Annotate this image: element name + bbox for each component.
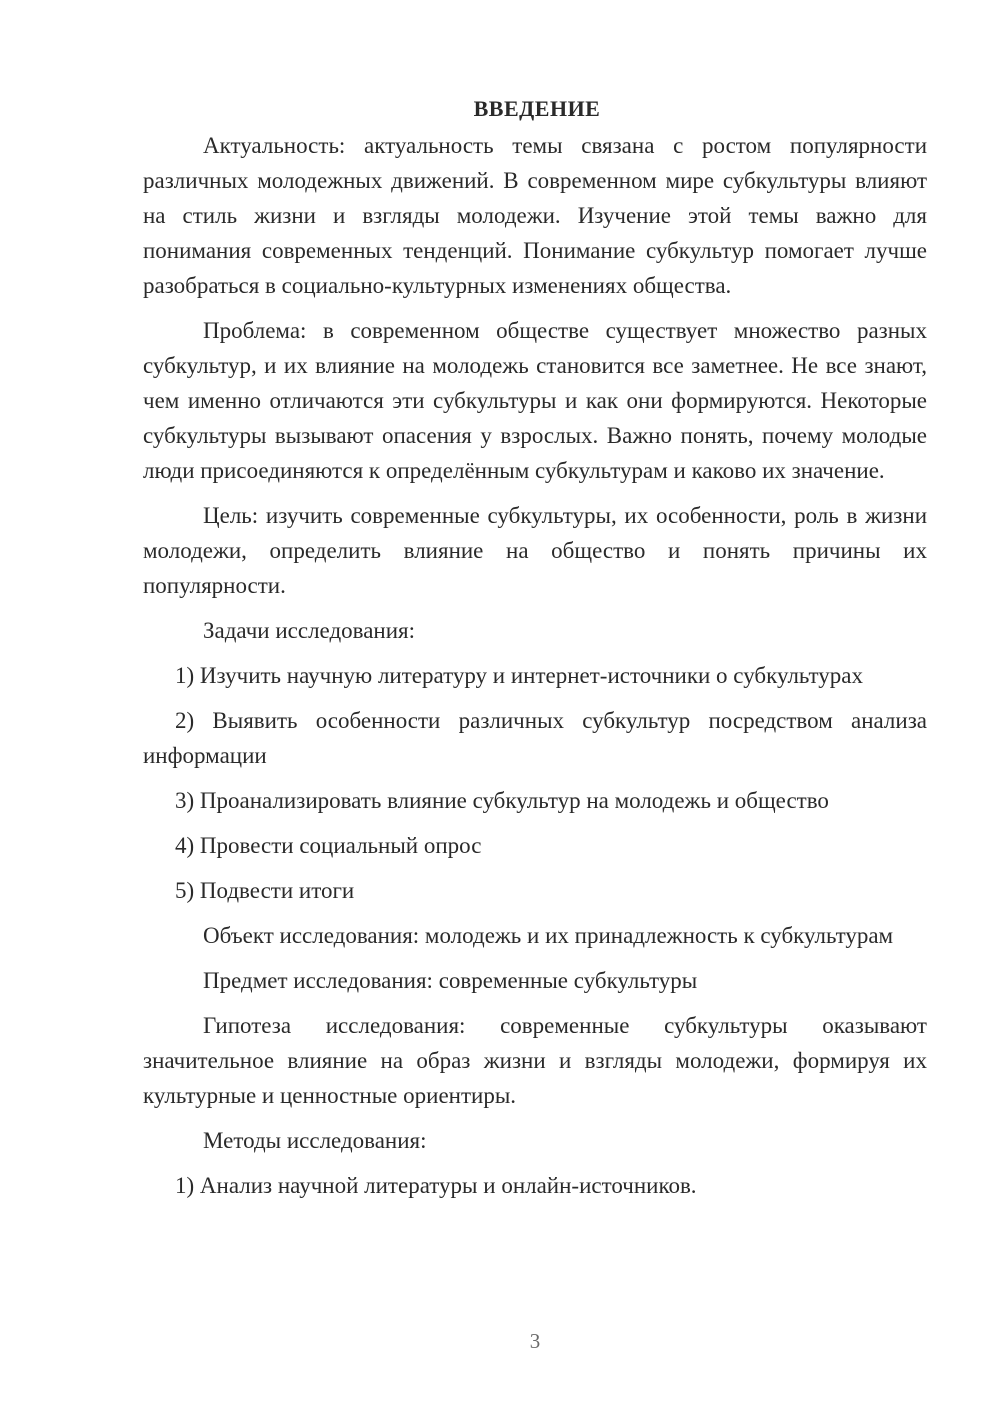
methods-heading: Методы исследования: <box>203 1128 427 1153</box>
task-item-4: 4) Провести социальный опрос <box>175 833 482 858</box>
paragraph-problem: Проблема: в современном обществе существует множество разных субкультур, и их влияние на молодежь становится все заметнее. Не все знают, чем именно отличаются эти субкультуры и как они формируются. Некоторые субкультуры вызывают опасения у взрослых. Важно понять, почему молодые люди присоединяются к определённым субкультурам и каково их значение. <box>143 318 927 483</box>
research-object: Объект исследования: молодежь и их принадлежность к субкультурам <box>203 923 894 948</box>
task-item-3: 3) Проанализировать влияние субкультур на молодежь и общество <box>175 788 829 813</box>
task-item-5: 5) Подвести итоги <box>175 878 355 903</box>
document-page <box>143 94 927 1213</box>
page-title: ВВЕДЕНИЕ <box>473 96 601 121</box>
research-subject: Предмет исследования: современные субкультуры <box>203 968 698 993</box>
paragraph-relevance: Актуальность: актуальность темы связана с ростом популярности различных молодежных движений. В современном мире субкультуры влияют на стиль жизни и взгляды молодежи. Изучение этой темы важно для понимания современных тенденций. Понимание субкультур помогает лучше разобраться в социально-культурных изменениях общества. <box>143 133 927 298</box>
research-hypothesis: Гипотеза исследования: современные субкультуры оказывают значительное влияние на образ жизни и взгляды молодежи, формируя их культурные и ценностные ориентиры. <box>143 1013 927 1108</box>
task-item-1: 1) Изучить научную литературу и интернет-источники о субкультурах <box>175 663 863 688</box>
page-number: 3 <box>529 1329 541 1353</box>
method-item-1: 1) Анализ научной литературы и онлайн-источников. <box>175 1173 697 1198</box>
task-item-2: 2) Выявить особенности различных субкультур посредством анализа информации <box>143 708 927 768</box>
paragraph-goal: Цель: изучить современные субкультуры, их особенности, роль в жизни молодежи, определить влияние на общество и понять причины их популярности. <box>143 503 927 598</box>
tasks-heading: Задачи исследования: <box>203 618 416 643</box>
